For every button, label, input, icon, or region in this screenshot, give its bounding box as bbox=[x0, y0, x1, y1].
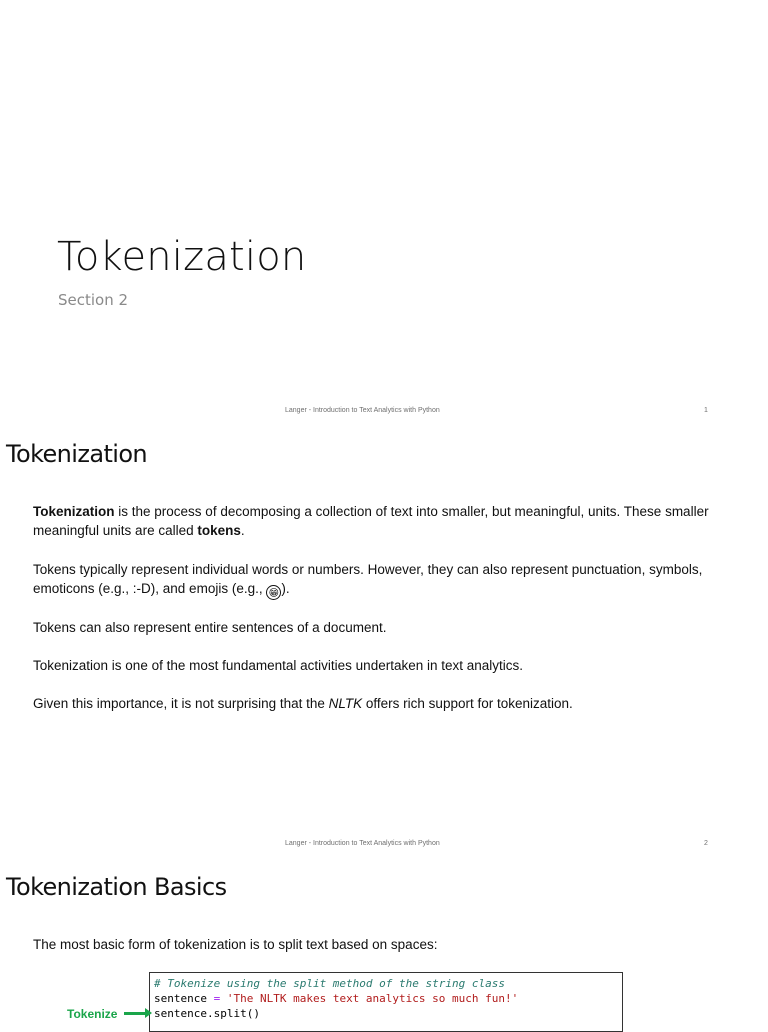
nltk-term: NLTK bbox=[328, 696, 363, 711]
paragraph-definition bbox=[33, 502, 733, 540]
definition-end: . bbox=[240, 523, 245, 538]
slide-3 bbox=[0, 864, 768, 1024]
paragraph-intro: The most basic form of tokenization is to split text based on spaces: bbox=[33, 937, 438, 952]
arrow-right-icon bbox=[124, 1012, 148, 1015]
slide-1-title: Tokenization bbox=[57, 234, 307, 280]
code-operator: = bbox=[213, 992, 221, 1005]
paragraph-sentences: Tokens can also represent entire sentences of a document. bbox=[33, 620, 387, 635]
code-split-call: sentence.split() bbox=[154, 1007, 260, 1020]
paragraph-fundamental: Tokenization is one of the most fundamental activities undertaken in text analytics. bbox=[33, 658, 524, 673]
code-comment: # Tokenize using the split method of the string class bbox=[154, 977, 505, 990]
tokenize-annotation: Tokenize bbox=[67, 1007, 118, 1021]
nltk-end: offers rich support for tokenization. bbox=[362, 696, 573, 711]
grinning-face-icon: 😁 bbox=[266, 585, 281, 600]
footer-text: Langer - Introduction to Text Analytics with Python bbox=[285, 840, 440, 847]
term-tokenization: Tokenization bbox=[33, 504, 115, 519]
page-number: 2 bbox=[704, 840, 708, 847]
nltk-text: Given this importance, it is not surprising that the bbox=[33, 696, 329, 711]
slide-2-title: Tokenization bbox=[6, 440, 148, 468]
footer-text: Langer - Introduction to Text Analytics with Python bbox=[285, 407, 440, 414]
paragraph-nltk bbox=[33, 694, 733, 713]
code-variable: sentence bbox=[154, 992, 214, 1005]
page-number: 1 bbox=[704, 407, 708, 414]
slide-3-title: Tokenization Basics bbox=[6, 873, 227, 901]
paragraph-token-types bbox=[33, 560, 733, 600]
definition-text: is the process of decomposing a collection of text into smaller, but meaningful, units. These smaller meaningful units are called bbox=[33, 504, 709, 538]
token-types-text: Tokens typically represent individual words or numbers. However, they can also represent punctuation, symbols, emoticons (e.g., :-D), and emojis (e.g., bbox=[33, 562, 703, 596]
slide-1-subtitle: Section 2 bbox=[58, 291, 129, 309]
slide-1 bbox=[0, 0, 768, 432]
code-assignment bbox=[154, 991, 618, 1006]
token-types-end: ). bbox=[281, 581, 290, 596]
term-tokens: tokens bbox=[197, 523, 241, 538]
slide-2 bbox=[0, 432, 768, 864]
code-string: 'The NLTK makes text analytics so much fun!' bbox=[220, 992, 519, 1005]
code-cell bbox=[149, 972, 623, 1032]
